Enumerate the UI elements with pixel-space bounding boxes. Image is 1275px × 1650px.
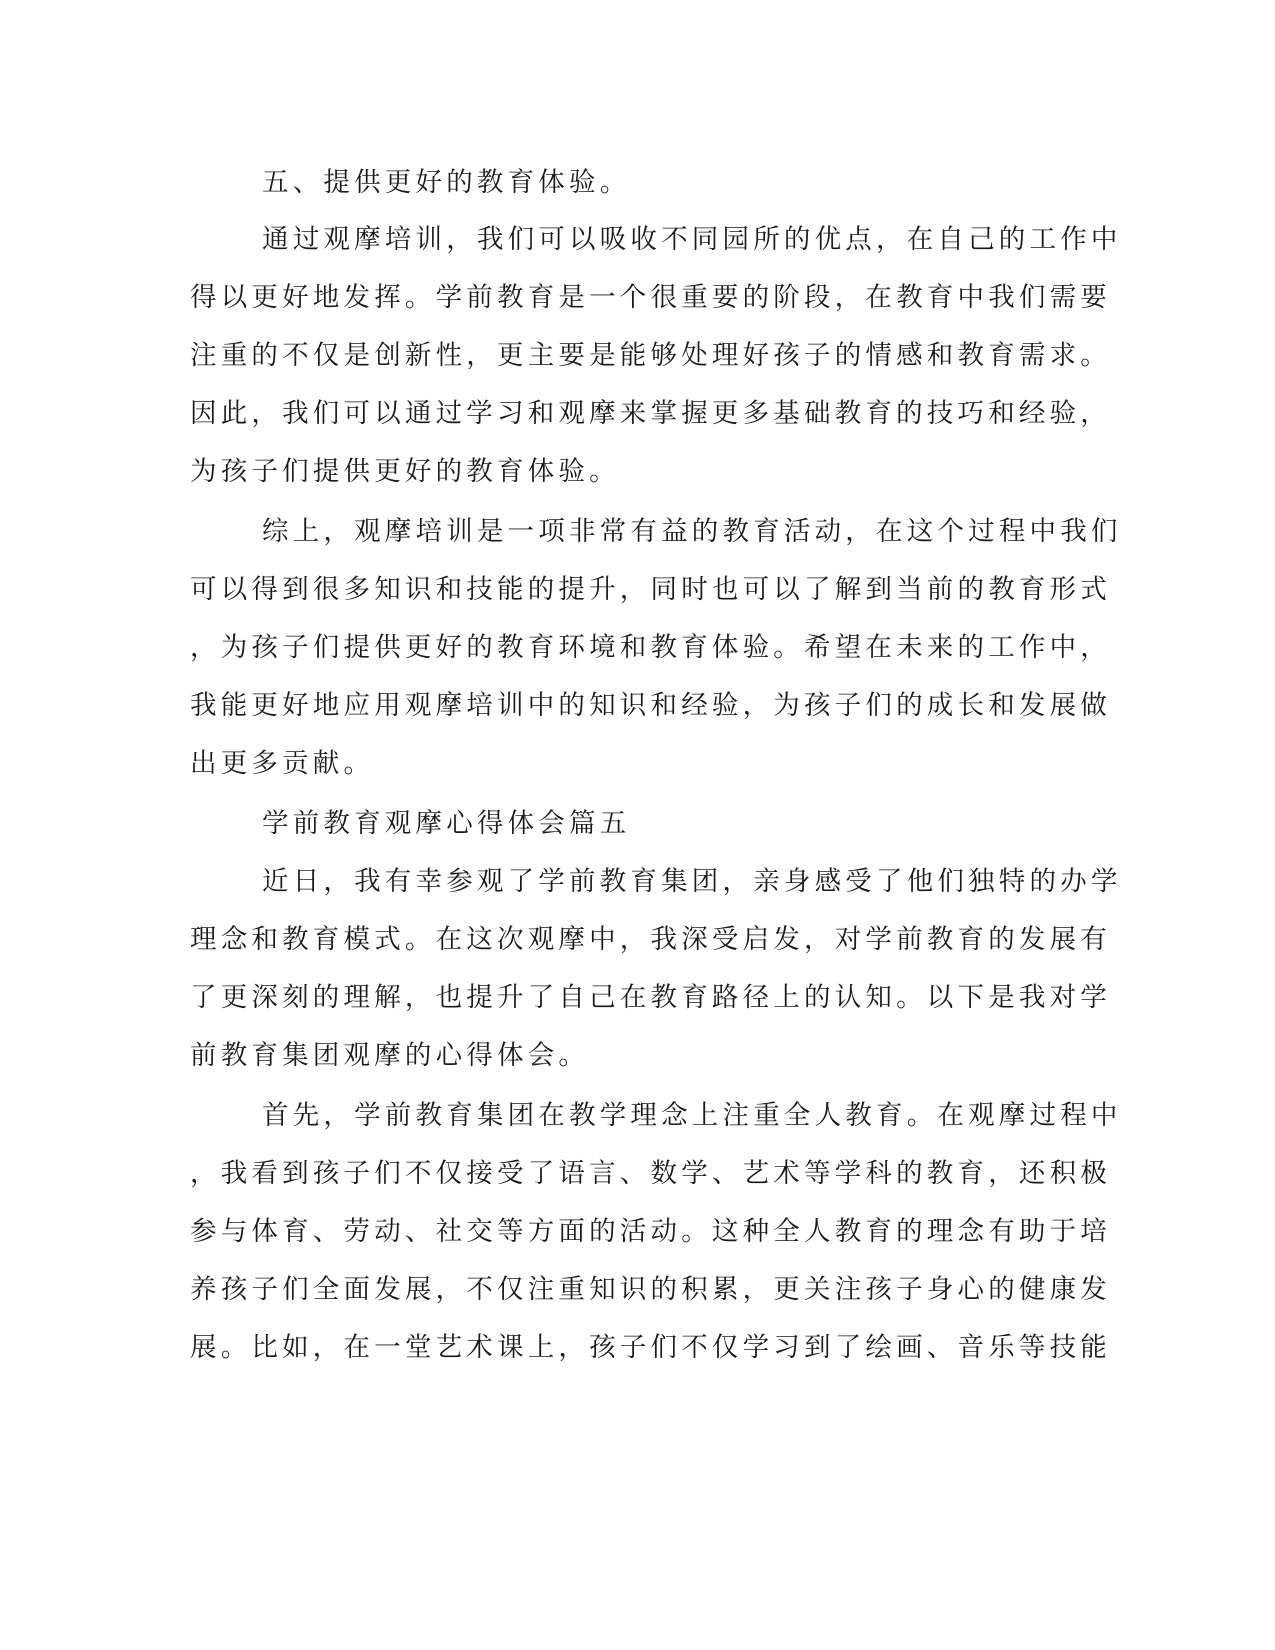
- paragraph-line: 因此，我们可以通过学习和观摩来掌握更多基础教育的技巧和经验，: [190, 398, 1111, 429]
- paragraph-line: 我能更好地应用观摩培训中的知识和经验，为孩子们的成长和发展做: [190, 690, 1111, 721]
- paragraph-line: 展。比如，在一堂艺术课上，孩子们不仅学习到了绘画、音乐等技能: [190, 1332, 1111, 1363]
- paragraph-line: 养孩子们全面发展，不仅注重知识的积累，更关注孩子身心的健康发: [190, 1274, 1111, 1305]
- paragraph-line: 可以得到很多知识和技能的提升，同时也可以了解到当前的教育形式: [190, 574, 1111, 605]
- paragraph-line: 综上，观摩培训是一项非常有益的教育活动，在这个过程中我们: [262, 516, 1122, 547]
- paragraph-line: 注重的不仅是创新性，更主要是能够处理好孩子的情感和教育需求。: [190, 340, 1111, 371]
- paragraph-line: 通过观摩培训，我们可以吸收不同园所的优点，在自己的工作中: [262, 224, 1122, 255]
- section-heading: 五、提供更好的教育体验。: [262, 167, 631, 198]
- paragraph-line: 了更深刻的理解，也提升了自己在教育路径上的认知。以下是我对学: [190, 982, 1111, 1013]
- paragraph-line: ，我看到孩子们不仅接受了语言、数学、艺术等学科的教育，还积极: [190, 1158, 1111, 1189]
- paragraph-line: 为孩子们提供更好的教育体验。: [190, 456, 620, 487]
- paragraph-line: 前教育集团观摩的心得体会。: [190, 1040, 590, 1071]
- paragraph-line: 出更多贡献。: [190, 748, 375, 779]
- paragraph-line: 参与体育、劳动、社交等方面的活动。这种全人教育的理念有助于培: [190, 1216, 1111, 1247]
- paragraph-line: 得以更好地发挥。学前教育是一个很重要的阶段，在教育中我们需要: [190, 282, 1111, 313]
- article-title: 学前教育观摩心得体会篇五: [262, 808, 631, 839]
- paragraph-line: 近日，我有幸参观了学前教育集团，亲身感受了他们独特的办学: [262, 866, 1122, 897]
- paragraph-line: 首先，学前教育集团在教学理念上注重全人教育。在观摩过程中: [262, 1100, 1122, 1131]
- paragraph-line: 理念和教育模式。在这次观摩中，我深受启发，对学前教育的发展有: [190, 924, 1111, 955]
- paragraph-line: ，为孩子们提供更好的教育环境和教育体验。希望在未来的工作中，: [190, 632, 1111, 663]
